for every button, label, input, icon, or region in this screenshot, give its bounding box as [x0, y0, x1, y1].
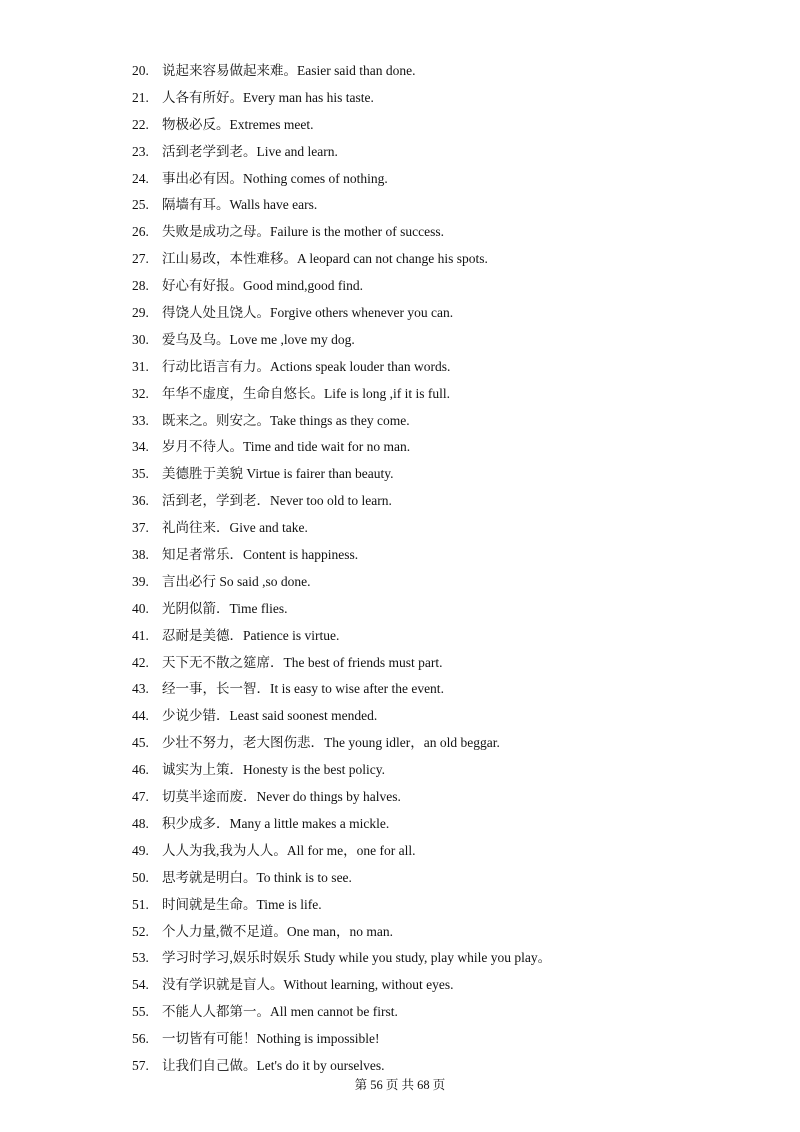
item-number: 29.: [132, 305, 149, 321]
item-text: 行动比语言有力。Actions speak louder than words.: [162, 358, 451, 374]
item-text: 岁月不待人。Time and tide wait for no man.: [162, 439, 411, 455]
item-number: 22.: [132, 116, 149, 132]
item-number: 57.: [132, 1057, 149, 1073]
item-number: 38.: [132, 547, 149, 563]
item-number: 50.: [132, 869, 149, 885]
item-text: 诚实为上策．Honesty is the best policy.: [162, 762, 385, 778]
list-item: [132, 437, 772, 464]
item-number: 21.: [132, 89, 149, 105]
item-text: 人各有所好。Every man has his taste.: [162, 89, 374, 105]
list-item: [132, 948, 772, 975]
item-number: 53.: [132, 950, 149, 966]
item-text: 光阴似箭．Time flies.: [162, 600, 288, 616]
item-number: 46.: [132, 762, 149, 778]
list-item: [132, 464, 772, 491]
list-item: [132, 679, 772, 706]
item-text: 少说少错．Least said soonest mended.: [162, 708, 378, 724]
item-number: 20.: [132, 63, 149, 78]
item-text: 江山易改，本性难移。A leopard can not change his spots.: [162, 251, 488, 267]
item-number: 54.: [132, 977, 149, 993]
item-text: 失败是成功之母。Failure is the mother of success.: [162, 224, 444, 240]
list-item: [132, 922, 772, 949]
item-number: 25.: [132, 197, 149, 213]
list-item: [132, 841, 772, 868]
item-text: 经一事，长一智．It is easy to wise after the event.: [162, 681, 444, 697]
item-text: 爱乌及乌。Love me ,love my dog.: [162, 331, 355, 347]
item-text: 人人为我,我为人人。All for me，one for all.: [162, 842, 416, 858]
item-text: 切莫半途而废．Never do things by halves.: [162, 789, 401, 805]
list-item: [132, 760, 772, 787]
item-number: 24.: [132, 170, 149, 186]
item-text: 隔墙有耳。Walls have ears.: [162, 197, 318, 213]
list-item: [132, 195, 772, 222]
item-number: 44.: [132, 708, 149, 724]
list-item: [132, 222, 772, 249]
list-item: [132, 115, 772, 142]
item-number: 35.: [132, 466, 149, 482]
list-item: [132, 868, 772, 895]
item-text: 事出必有因。Nothing comes of nothing.: [162, 170, 388, 186]
item-number: 27.: [132, 251, 149, 267]
item-text: 言出必行 So said ,so done.: [162, 573, 311, 589]
item-text: 说起来容易做起来难。Easier said than done.: [162, 63, 416, 78]
list-item: [132, 733, 772, 760]
item-text: 积少成多．Many a little makes a mickle.: [162, 815, 390, 831]
item-text: 年华不虚度，生命自悠长。Life is long ,if it is full.: [162, 385, 450, 401]
item-number: 28.: [132, 278, 149, 294]
page-footer: 第 56 页 共 68 页: [354, 1078, 446, 1092]
list-item: [132, 599, 772, 626]
list-item: [132, 518, 772, 545]
item-number: 32.: [132, 385, 149, 401]
item-number: 26.: [132, 224, 149, 240]
item-number: 56.: [132, 1031, 149, 1047]
item-number: 48.: [132, 815, 149, 831]
item-number: 55.: [132, 1004, 149, 1020]
item-number: 37.: [132, 520, 149, 536]
list-item: [132, 384, 772, 411]
proverb-list: [132, 61, 772, 1083]
item-number: 33.: [132, 412, 149, 428]
item-number: 23.: [132, 143, 149, 159]
item-text: 知足者常乐．Content is happiness.: [162, 547, 359, 563]
list-item: [132, 249, 772, 276]
item-number: 43.: [132, 681, 149, 697]
item-text: 一切皆有可能！Nothing is impossible!: [162, 1031, 380, 1047]
item-number: 41.: [132, 627, 149, 643]
item-number: 47.: [132, 789, 149, 805]
item-text: 活到老学到老。Live and learn.: [162, 143, 338, 159]
item-number: 51.: [132, 896, 149, 912]
list-item: [132, 276, 772, 303]
item-number: 34.: [132, 439, 149, 455]
item-text: 不能人人都第一。All men cannot be first.: [162, 1004, 398, 1020]
item-text: 个人力量,微不足道。One man，no man.: [162, 923, 393, 939]
item-text: 好心有好报。Good mind,good find.: [162, 278, 363, 294]
item-number: 52.: [132, 923, 149, 939]
list-item: [132, 545, 772, 572]
item-text: 物极必反。Extremes meet.: [162, 116, 314, 132]
item-number: 36.: [132, 493, 149, 509]
item-text: 没有学识就是盲人。Without learning, without eyes.: [162, 977, 454, 993]
item-text: 少壮不努力，老大图伤悲．The young idler，an old beggar.: [162, 735, 500, 751]
list-item: [132, 572, 772, 599]
item-number: 40.: [132, 600, 149, 616]
list-item: [132, 330, 772, 357]
list-item: [132, 626, 772, 653]
list-item: [132, 142, 772, 169]
list-item: [132, 1029, 772, 1056]
item-text: 礼尚往来．Give and take.: [162, 520, 308, 536]
list-item: [132, 706, 772, 733]
item-text: 思考就是明白。To think is to see.: [162, 869, 352, 885]
item-number: 45.: [132, 735, 149, 751]
list-item: [132, 357, 772, 384]
item-number: 31.: [132, 358, 149, 374]
list-item: [132, 895, 772, 922]
item-number: 42.: [132, 654, 149, 670]
list-item: [132, 61, 772, 88]
list-item: [132, 1002, 772, 1029]
list-item: [132, 491, 772, 518]
item-text: 天下无不散之筵席．The best of friends must part.: [162, 654, 443, 670]
item-text: 活到老，学到老．Never too old to learn.: [162, 493, 392, 509]
item-number: 30.: [132, 331, 149, 347]
item-text: 学习时学习,娱乐时娱乐 Study while you study, play while you play。: [162, 950, 552, 966]
list-item: [132, 88, 772, 115]
item-text: 让我们自己做。Let's do it by ourselves.: [162, 1057, 385, 1073]
item-text: 美德胜于美貌 Virtue is fairer than beauty.: [162, 466, 394, 482]
item-text: 既来之。则安之。Take things as they come.: [162, 412, 410, 428]
list-item: [132, 814, 772, 841]
list-item: [132, 169, 772, 196]
list-item: [132, 653, 772, 680]
item-number: 39.: [132, 573, 149, 589]
item-number: 49.: [132, 842, 149, 858]
item-text: 得饶人处且饶人。Forgive others whenever you can.: [162, 305, 454, 321]
list-item: [132, 411, 772, 438]
item-text: 时间就是生命。Time is life.: [162, 896, 322, 912]
list-item: [132, 975, 772, 1002]
list-item: [132, 787, 772, 814]
list-item: [132, 303, 772, 330]
item-text: 忍耐是美德．Patience is virtue.: [162, 627, 340, 643]
